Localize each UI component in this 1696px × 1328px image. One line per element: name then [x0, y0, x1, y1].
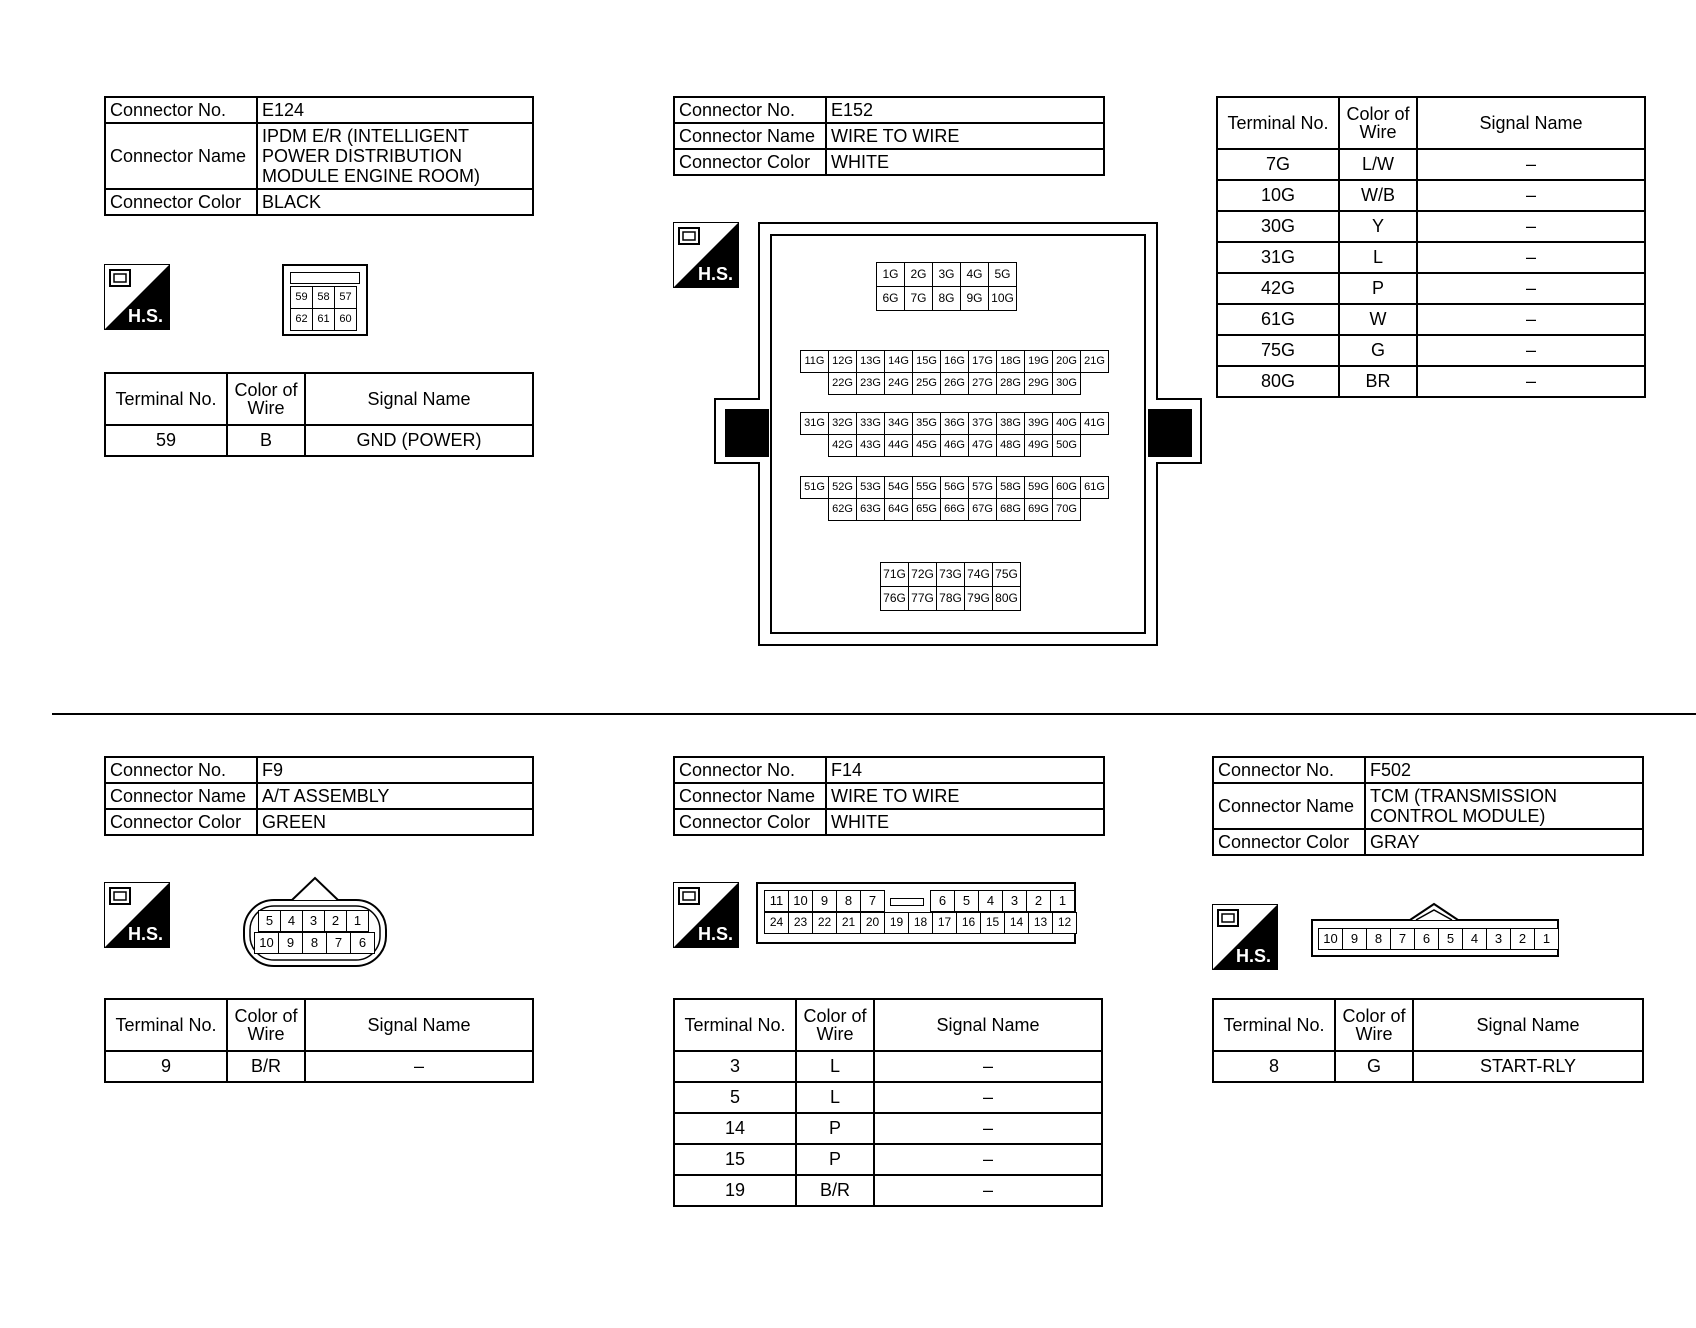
- wire-color: W: [1339, 304, 1417, 335]
- f9-terminal-table: [104, 998, 534, 1083]
- connector-pin: 47G: [968, 434, 997, 457]
- header-signal-name: Signal Name: [305, 999, 533, 1051]
- connector-pin: 2G: [904, 262, 933, 287]
- hs-label: H.S.: [128, 924, 164, 944]
- connector-pin: 19: [884, 912, 909, 934]
- connector-pin: 60: [334, 308, 357, 331]
- table-row: [1217, 366, 1645, 397]
- label-connector-name: Connector Name: [1213, 783, 1365, 829]
- connector-pin: 39G: [1024, 412, 1053, 435]
- connector-pin: 34G: [884, 412, 913, 435]
- connector-pin: 42G: [828, 434, 857, 457]
- connector-pin: 8: [836, 890, 861, 912]
- connector-pin: 28G: [996, 372, 1025, 395]
- connector-pin: 9: [1342, 928, 1367, 950]
- connector-pin: 68G: [996, 498, 1025, 521]
- connector-pin: 73G: [936, 562, 965, 587]
- connector-pin: 60G: [1052, 476, 1081, 499]
- connector-pin: 13G: [856, 350, 885, 373]
- connector-pin: 3: [1002, 890, 1027, 912]
- connector-color-value: WHITE: [826, 809, 1104, 835]
- connector-pin: 51G: [800, 476, 829, 499]
- connector-pin: 37G: [968, 412, 997, 435]
- terminal-no: 8: [1213, 1051, 1335, 1082]
- connector-name-value: IPDM E/R (INTELLIGENT POWER DISTRIBUTION MODULE ENGINE ROOM): [257, 123, 533, 189]
- e124-info-table: [104, 96, 534, 216]
- connector-pin: 6G: [876, 286, 905, 311]
- connector-pin: 46G: [940, 434, 969, 457]
- connector-pin: 16: [956, 912, 981, 934]
- connector-pin: 4: [280, 910, 303, 932]
- terminal-no: 30G: [1217, 211, 1339, 242]
- connector-pin: 1: [1050, 890, 1075, 912]
- signal-name: –: [874, 1082, 1102, 1113]
- header-color-of-wire: Color of Wire: [1335, 999, 1413, 1051]
- terminal-no: 42G: [1217, 273, 1339, 304]
- wire-color: B/R: [227, 1051, 305, 1082]
- connector-pin: 12G: [828, 350, 857, 373]
- connector-pin: 27G: [968, 372, 997, 395]
- wire-color: Y: [1339, 211, 1417, 242]
- connector-pin: 13: [1028, 912, 1053, 934]
- e152-info-table: [673, 96, 1105, 176]
- e152-terminal-table: [1216, 96, 1646, 398]
- connector-pin: 16G: [940, 350, 969, 373]
- connector-pin: 23: [788, 912, 813, 934]
- connector-pin: 9: [812, 890, 837, 912]
- wire-color: B/R: [796, 1175, 874, 1206]
- connector-pin: 7G: [904, 286, 933, 311]
- header-terminal-no: Terminal No.: [1213, 999, 1335, 1051]
- signal-name: –: [874, 1113, 1102, 1144]
- connector-pin: 15G: [912, 350, 941, 373]
- terminal-no: 59: [105, 425, 227, 456]
- connector-pin: 22G: [828, 372, 857, 395]
- terminal-no: 7G: [1217, 149, 1339, 180]
- wire-color: BR: [1339, 366, 1417, 397]
- connector-pin: 76G: [880, 586, 909, 611]
- connector-pin: 17G: [968, 350, 997, 373]
- connector-pin: 57G: [968, 476, 997, 499]
- connector-no-value: F502: [1365, 757, 1643, 783]
- header-signal-name: Signal Name: [874, 999, 1102, 1051]
- connector-name-value: A/T ASSEMBLY: [257, 783, 533, 809]
- connector-color-value: BLACK: [257, 189, 533, 215]
- terminal-no: 14: [674, 1113, 796, 1144]
- connector-pin: 10G: [988, 286, 1017, 311]
- connector-pin: 23G: [856, 372, 885, 395]
- connector-no-value: F9: [257, 757, 533, 783]
- connector-name-value: WIRE TO WIRE: [826, 123, 1104, 149]
- connector-pin: 1: [1534, 928, 1559, 950]
- connector-pin: 11: [764, 890, 789, 912]
- connector-pin: 3: [302, 910, 325, 932]
- connector-pin: 38G: [996, 412, 1025, 435]
- connector-pin: 45G: [912, 434, 941, 457]
- signal-name: –: [1417, 304, 1645, 335]
- section-divider: [52, 713, 1696, 715]
- label-connector-color: Connector Color: [105, 809, 257, 835]
- connector-pin: 3G: [932, 262, 961, 287]
- table-row: [1217, 149, 1645, 180]
- header-terminal-no: Terminal No.: [1217, 97, 1339, 149]
- label-connector-name: Connector Name: [105, 783, 257, 809]
- connector-pin: 2: [1510, 928, 1535, 950]
- connector-pin: 9G: [960, 286, 989, 311]
- connector-pin: 21: [836, 912, 861, 934]
- hs-label: H.S.: [698, 264, 734, 284]
- connector-pin: 5G: [988, 262, 1017, 287]
- label-connector-name: Connector Name: [674, 783, 826, 809]
- connector-pin: 71G: [880, 562, 909, 587]
- terminal-no: 15: [674, 1144, 796, 1175]
- connector-pin: 36G: [940, 412, 969, 435]
- table-row: [105, 425, 533, 456]
- connector-name-value: WIRE TO WIRE: [826, 783, 1104, 809]
- terminal-no: 19: [674, 1175, 796, 1206]
- connector-pin: 20: [860, 912, 885, 934]
- header-color-of-wire: Color of Wire: [227, 999, 305, 1051]
- wire-color: P: [1339, 273, 1417, 304]
- header-signal-name: Signal Name: [1413, 999, 1643, 1051]
- connector-pin: 43G: [856, 434, 885, 457]
- connector-pin: 15: [980, 912, 1005, 934]
- signal-name: –: [874, 1051, 1102, 1082]
- connector-pin: 12: [1052, 912, 1077, 934]
- connector-pin: 7: [860, 890, 885, 912]
- connector-pin: 70G: [1052, 498, 1081, 521]
- connector-pin: 62: [290, 308, 313, 331]
- table-row: [1217, 304, 1645, 335]
- signal-name: –: [1417, 149, 1645, 180]
- connector-pin: 10: [254, 932, 279, 954]
- header-color-of-wire: Color of Wire: [227, 373, 305, 425]
- connector-name-value: TCM (TRANSMISSION CONTROL MODULE): [1365, 783, 1643, 829]
- connector-pin: 6: [930, 890, 955, 912]
- header-terminal-no: Terminal No.: [674, 999, 796, 1051]
- connector-no-value: E152: [826, 97, 1104, 123]
- connector-pin: 5: [1438, 928, 1463, 950]
- connector-pin: 6: [1414, 928, 1439, 950]
- connector-pin: 41G: [1080, 412, 1109, 435]
- signal-name: –: [1417, 242, 1645, 273]
- connector-pin: 58: [312, 286, 335, 309]
- connector-pin: 11G: [800, 350, 829, 373]
- connector-pin: 69G: [1024, 498, 1053, 521]
- terminal-no: 5: [674, 1082, 796, 1113]
- label-connector-no: Connector No.: [105, 97, 257, 123]
- connector-pin: 72G: [908, 562, 937, 587]
- hs-label: H.S.: [1236, 946, 1272, 966]
- connector-pin: 61: [312, 308, 335, 331]
- f502-info-table: [1212, 756, 1644, 856]
- connector-pin: 79G: [964, 586, 993, 611]
- wire-color: L: [1339, 242, 1417, 273]
- signal-name: –: [1417, 335, 1645, 366]
- hs-label: H.S.: [698, 924, 734, 944]
- label-connector-no: Connector No.: [105, 757, 257, 783]
- connector-pin: 7: [1390, 928, 1415, 950]
- connector-pin: 75G: [992, 562, 1021, 587]
- connector-pin: 2: [324, 910, 347, 932]
- table-row: [674, 1082, 1102, 1113]
- connector-pin: 64G: [884, 498, 913, 521]
- wire-color: P: [796, 1113, 874, 1144]
- hs-label: H.S.: [128, 306, 164, 326]
- connector-pin: 33G: [856, 412, 885, 435]
- connector-pin: 55G: [912, 476, 941, 499]
- label-connector-no: Connector No.: [674, 757, 826, 783]
- connector-pin: 48G: [996, 434, 1025, 457]
- terminal-no: 75G: [1217, 335, 1339, 366]
- terminal-no: 3: [674, 1051, 796, 1082]
- signal-name: –: [874, 1144, 1102, 1175]
- e124-terminal-table: [104, 372, 534, 457]
- f502-terminal-table: [1212, 998, 1644, 1083]
- connector-pin: 44G: [884, 434, 913, 457]
- connector-pin: 57: [334, 286, 357, 309]
- signal-name: –: [305, 1051, 533, 1082]
- connector-pin: 49G: [1024, 434, 1053, 457]
- connector-pin: 7: [326, 932, 351, 954]
- wire-color: P: [796, 1144, 874, 1175]
- terminal-no: 10G: [1217, 180, 1339, 211]
- connector-pin: 40G: [1052, 412, 1081, 435]
- connector-pin: 24G: [884, 372, 913, 395]
- connector-color-value: GREEN: [257, 809, 533, 835]
- connector-pin: 3: [1486, 928, 1511, 950]
- table-row: [1213, 1051, 1643, 1082]
- connector-pin: 53G: [856, 476, 885, 499]
- connector-pin: 10: [1318, 928, 1343, 950]
- connector-color-value: GRAY: [1365, 829, 1643, 855]
- connector-pin: 10: [788, 890, 813, 912]
- table-row: [1217, 180, 1645, 211]
- label-connector-color: Connector Color: [105, 189, 257, 215]
- header-signal-name: Signal Name: [1417, 97, 1645, 149]
- header-color-of-wire: Color of Wire: [1339, 97, 1417, 149]
- connector-pin: 80G: [992, 586, 1021, 611]
- connector-pin: 74G: [964, 562, 993, 587]
- signal-name: –: [1417, 273, 1645, 304]
- connector-pin: 67G: [968, 498, 997, 521]
- connector-pin: 54G: [884, 476, 913, 499]
- signal-name: START-RLY: [1413, 1051, 1643, 1082]
- label-connector-no: Connector No.: [1213, 757, 1365, 783]
- connector-pin: 4: [978, 890, 1003, 912]
- connector-pin: 59: [290, 286, 313, 309]
- wire-color: G: [1335, 1051, 1413, 1082]
- connector-pin: 8: [1366, 928, 1391, 950]
- wire-color: L/W: [1339, 149, 1417, 180]
- f9-info-table: [104, 756, 534, 836]
- terminal-no: 80G: [1217, 366, 1339, 397]
- connector-no-value: E124: [257, 97, 533, 123]
- connector-pin: 29G: [1024, 372, 1053, 395]
- connector-pin: 61G: [1080, 476, 1109, 499]
- table-row: [105, 1051, 533, 1082]
- connector-pin: 35G: [912, 412, 941, 435]
- connector-pin: 66G: [940, 498, 969, 521]
- latch-slot: [890, 898, 924, 906]
- connector-pin: 5: [258, 910, 281, 932]
- connector-pin: 8G: [932, 286, 961, 311]
- label-connector-color: Connector Color: [674, 809, 826, 835]
- connector-pin: 18G: [996, 350, 1025, 373]
- connector-pin: 62G: [828, 498, 857, 521]
- connector-pin: 30G: [1052, 372, 1081, 395]
- connector-pin: 6: [350, 932, 375, 954]
- connector-pin: 58G: [996, 476, 1025, 499]
- connector-pin: 17: [932, 912, 957, 934]
- connector-pin: 52G: [828, 476, 857, 499]
- connector-pin: 31G: [800, 412, 829, 435]
- table-row: [674, 1175, 1102, 1206]
- connector-pin: 1: [346, 910, 369, 932]
- connector-pin: 32G: [828, 412, 857, 435]
- connector-pin: 25G: [912, 372, 941, 395]
- wire-color: B: [227, 425, 305, 456]
- connector-pin: 22: [812, 912, 837, 934]
- connector-pin: 18: [908, 912, 933, 934]
- terminal-no: 9: [105, 1051, 227, 1082]
- e152-left-tab: [714, 398, 760, 464]
- f14-info-table: [673, 756, 1105, 836]
- connector-no-value: F14: [826, 757, 1104, 783]
- connector-pin: 4: [1462, 928, 1487, 950]
- connector-pin: 2: [1026, 890, 1051, 912]
- signal-name: –: [1417, 211, 1645, 242]
- table-row: [1217, 242, 1645, 273]
- connector-pin: 56G: [940, 476, 969, 499]
- connector-pin: 26G: [940, 372, 969, 395]
- e152-right-tab: [1156, 398, 1202, 464]
- label-connector-no: Connector No.: [674, 97, 826, 123]
- connector-pin: 63G: [856, 498, 885, 521]
- f14-terminal-table: [673, 998, 1103, 1207]
- connector-pin: 1G: [876, 262, 905, 287]
- label-connector-color: Connector Color: [1213, 829, 1365, 855]
- header-signal-name: Signal Name: [305, 373, 533, 425]
- terminal-no: 31G: [1217, 242, 1339, 273]
- connector-pin: 14G: [884, 350, 913, 373]
- connector-pin: 5: [954, 890, 979, 912]
- wire-color: L: [796, 1082, 874, 1113]
- connector-pin: 77G: [908, 586, 937, 611]
- connector-pin: 9: [278, 932, 303, 954]
- signal-name: –: [1417, 180, 1645, 211]
- label-connector-name: Connector Name: [105, 123, 257, 189]
- signal-name: –: [874, 1175, 1102, 1206]
- connector-pin: 50G: [1052, 434, 1081, 457]
- header-terminal-no: Terminal No.: [105, 373, 227, 425]
- wire-color: G: [1339, 335, 1417, 366]
- table-row: [1217, 273, 1645, 304]
- connector-color-value: WHITE: [826, 149, 1104, 175]
- table-row: [674, 1144, 1102, 1175]
- signal-name: –: [1417, 366, 1645, 397]
- connector-pin: 65G: [912, 498, 941, 521]
- header-color-of-wire: Color of Wire: [796, 999, 874, 1051]
- connector-pin: 20G: [1052, 350, 1081, 373]
- signal-name: GND (POWER): [305, 425, 533, 456]
- wire-color: W/B: [1339, 180, 1417, 211]
- connector-pin: 78G: [936, 586, 965, 611]
- label-connector-color: Connector Color: [674, 149, 826, 175]
- connector-pin: 59G: [1024, 476, 1053, 499]
- table-row: [674, 1113, 1102, 1144]
- connector-pin: 14: [1004, 912, 1029, 934]
- connector-pin: 4G: [960, 262, 989, 287]
- connector-pin: 19G: [1024, 350, 1053, 373]
- wire-color: L: [796, 1051, 874, 1082]
- terminal-no: 61G: [1217, 304, 1339, 335]
- table-row: [1217, 335, 1645, 366]
- table-row: [674, 1051, 1102, 1082]
- table-row: [1217, 211, 1645, 242]
- header-terminal-no: Terminal No.: [105, 999, 227, 1051]
- connector-pin: 8: [302, 932, 327, 954]
- connector-pin: 21G: [1080, 350, 1109, 373]
- connector-pin: 24: [764, 912, 789, 934]
- label-connector-name: Connector Name: [674, 123, 826, 149]
